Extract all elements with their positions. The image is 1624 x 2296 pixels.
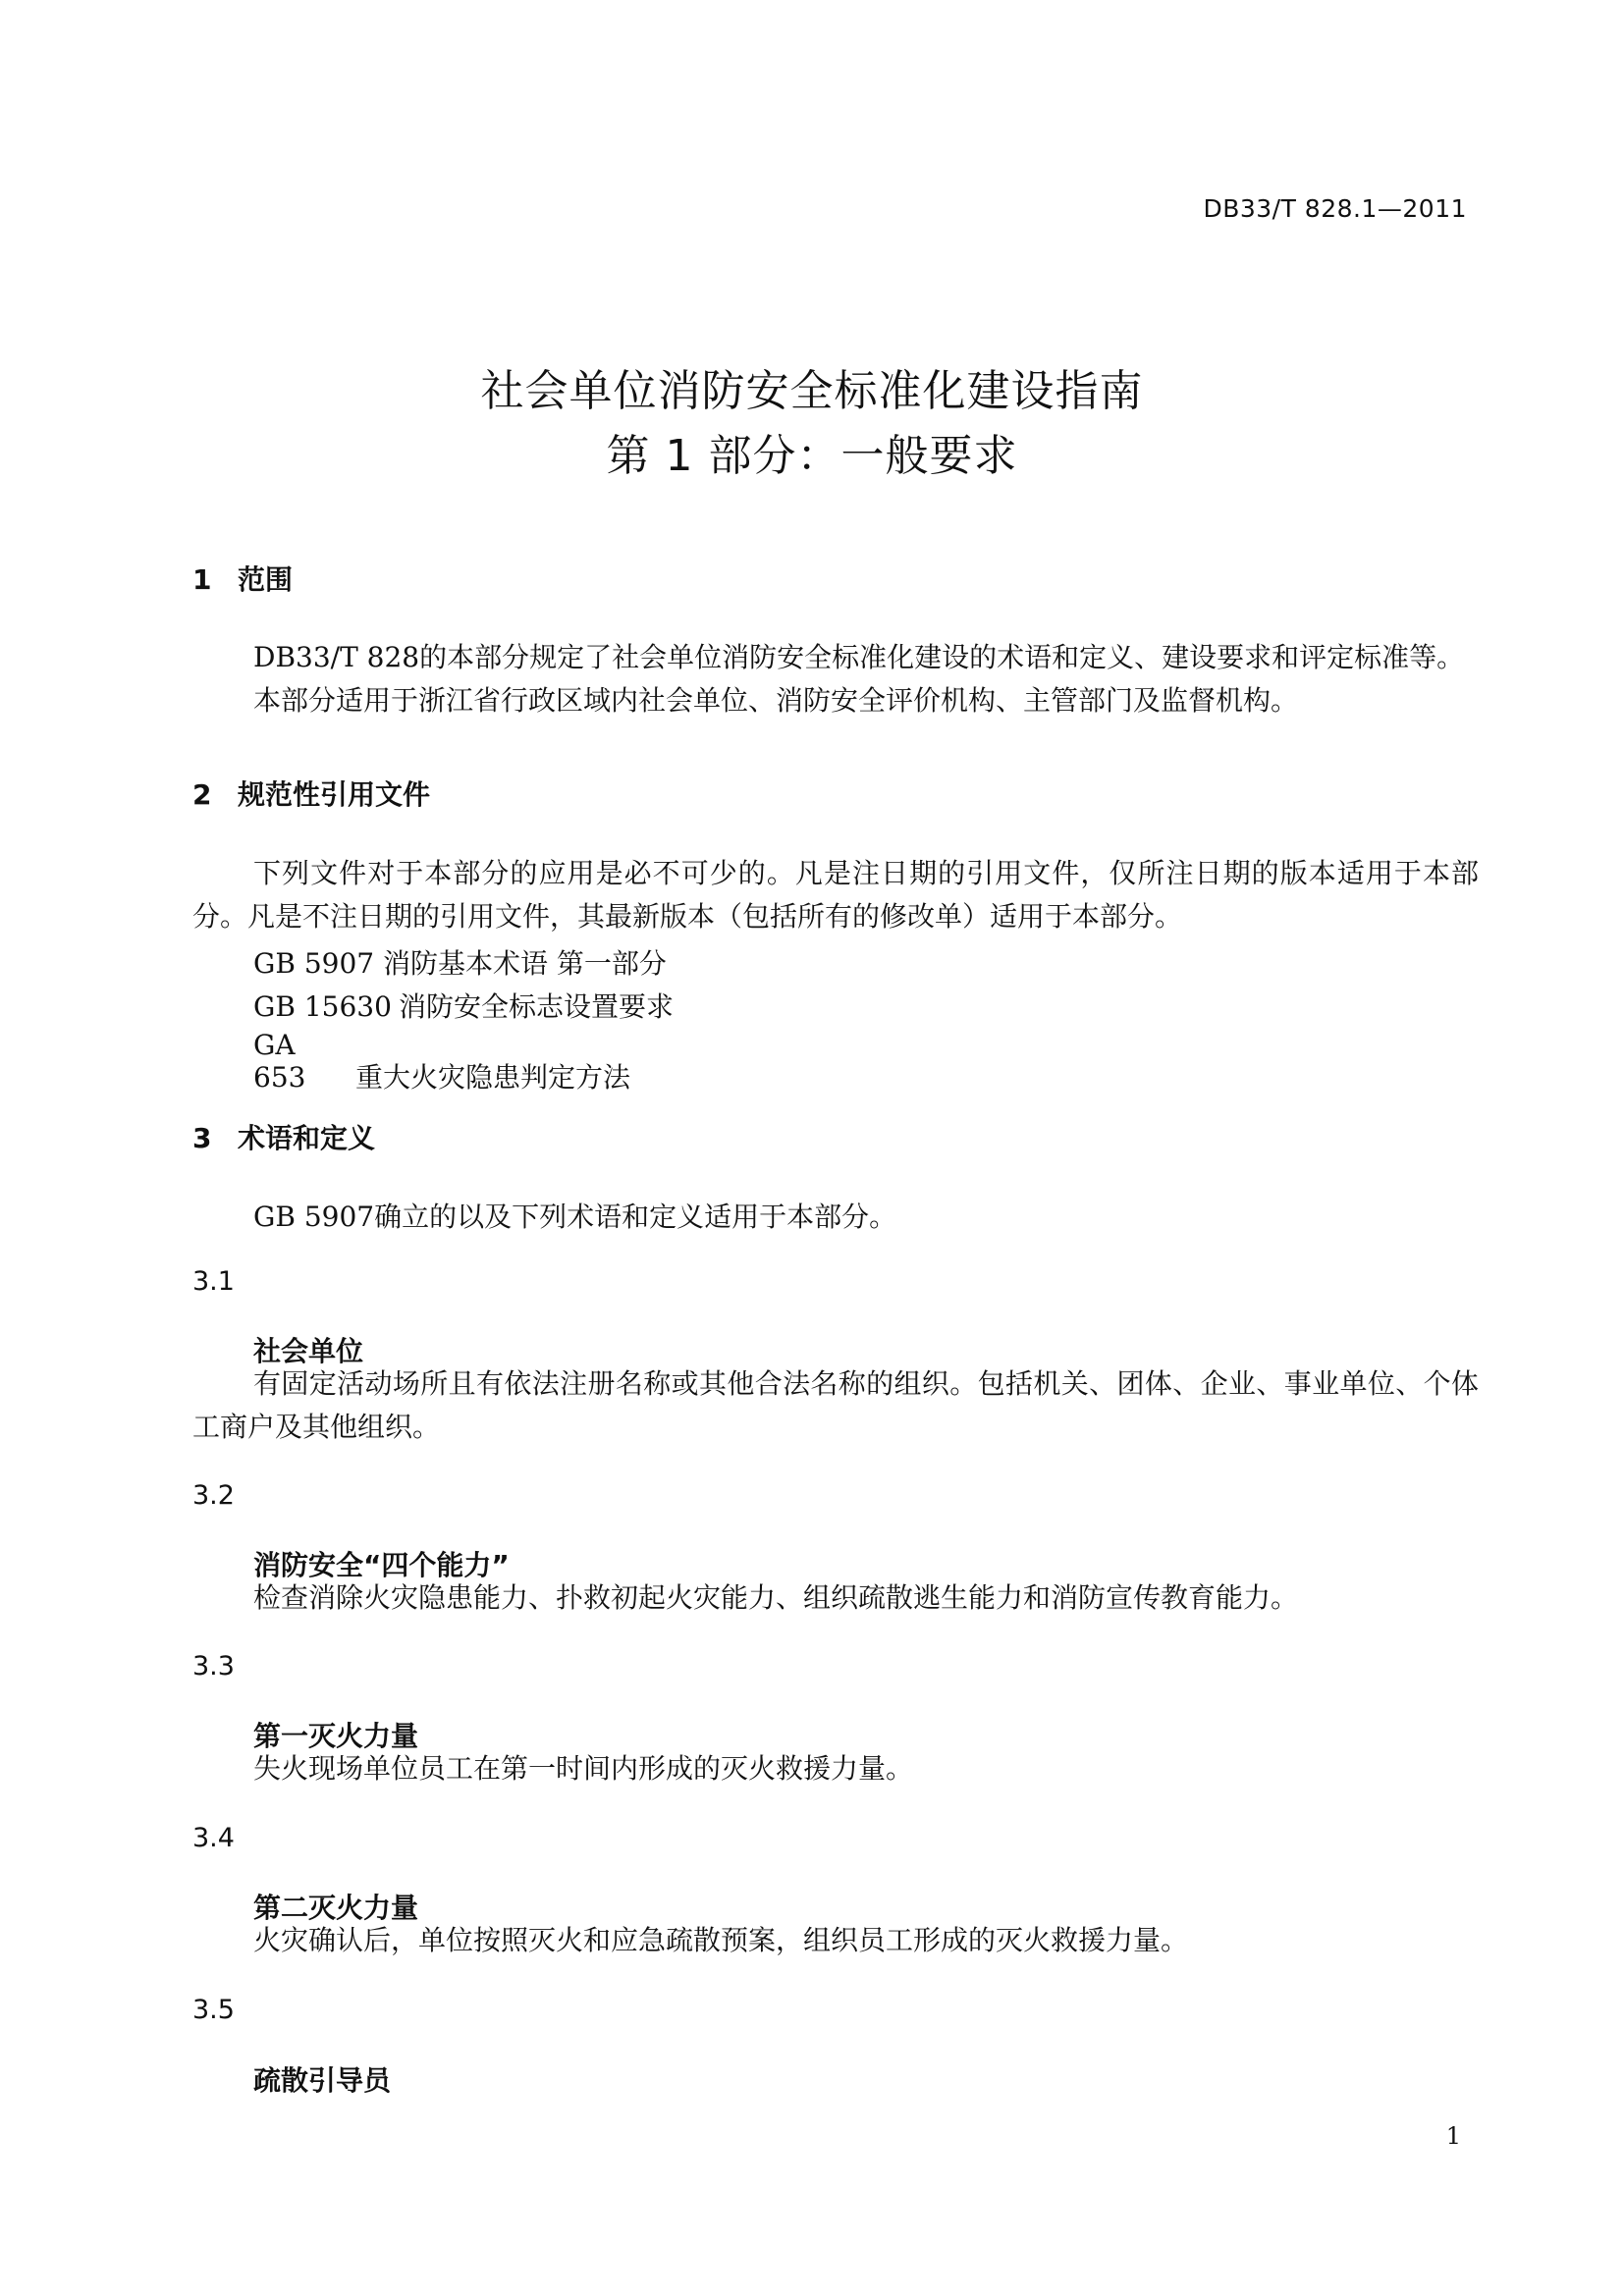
section-heading-terms-definitions xyxy=(192,1117,375,1156)
reference-code: GA 653 xyxy=(253,1029,306,1094)
term-name: 第一灭火力量 xyxy=(253,1720,419,1752)
section-number: 3 xyxy=(192,1122,212,1154)
paragraph: DB33/T 828的本部分规定了社会单位消防安全标准化建设的术语和定义、建设要求和评定标准等。 xyxy=(253,641,1465,673)
term-definition: 检查消除火灾隐患能力、扑救初起火灾能力、组织疏散逃生能力和消防宣传教育能力。 xyxy=(253,1581,1299,1614)
paragraph: 本部分适用于浙江省行政区域内社会单位、消防安全评价机构、主管部门及监督机构。 xyxy=(253,684,1299,717)
reference-name: 消防安全标志设置要求 xyxy=(399,990,675,1023)
section-number: 1 xyxy=(192,563,212,596)
paragraph: 下列文件对于本部分的应用是必不可少的。凡是注日期的引用文件，仅所注日期的版本适用于本部分。凡是不注日期的引用文件，其最新版本（包括所有的修改单）适用于本部分。 xyxy=(192,857,1479,933)
section-heading-scope xyxy=(192,559,293,598)
reference-code: GB 5907 xyxy=(253,947,375,980)
term-definition: 有固定活动场所且有依法注册名称或其他合法名称的组织。包括机关、团体、企业、事业单位、个体工商户及其他组织。 xyxy=(192,1367,1479,1443)
section-heading-normative-references xyxy=(192,774,430,813)
clause-number: 3.3 xyxy=(192,1651,235,1682)
section-title: 范围 xyxy=(238,563,294,596)
clause-number: 3.2 xyxy=(192,1480,235,1511)
reference-name: 消防基本术语 第一部分 xyxy=(383,947,667,980)
section-number: 2 xyxy=(192,778,212,811)
term-definition: 火灾确认后，单位按照灭火和应急疏散预案，组织员工形成的灭火救援力量。 xyxy=(253,1924,1189,1956)
document-title: 社会单位消防安全标准化建设指南 xyxy=(480,366,1144,416)
term-definition: 失火现场单位员工在第一时间内形成的灭火救援力量。 xyxy=(253,1752,914,1785)
term-name: 第二灭火力量 xyxy=(253,1892,419,1924)
clause-number: 3.1 xyxy=(192,1266,235,1297)
term-name: 消防安全“四个能力” xyxy=(253,1549,510,1581)
standard-code: DB33/T 828.1—2011 xyxy=(1203,194,1467,223)
page-number: 1 xyxy=(1445,2122,1461,2150)
clause-number: 3.4 xyxy=(192,1823,235,1853)
document-subtitle: 第 1 部分：一般要求 xyxy=(606,431,1018,481)
reference-code: GB 15630 xyxy=(253,990,392,1023)
reference-item xyxy=(253,986,674,1025)
reference-item xyxy=(253,942,667,982)
term-name: 社会单位 xyxy=(253,1335,364,1367)
reference-name: 重大火灾隐患判定方法 xyxy=(355,1061,631,1094)
clause-number: 3.5 xyxy=(192,1995,235,2025)
paragraph: GB 5907确立的以及下列术语和定义适用于本部分。 xyxy=(253,1201,897,1233)
section-title: 规范性引用文件 xyxy=(238,778,431,811)
reference-item xyxy=(253,1029,630,1095)
section-title: 术语和定义 xyxy=(238,1122,376,1154)
term-name: 疏散引导员 xyxy=(253,2064,392,2097)
